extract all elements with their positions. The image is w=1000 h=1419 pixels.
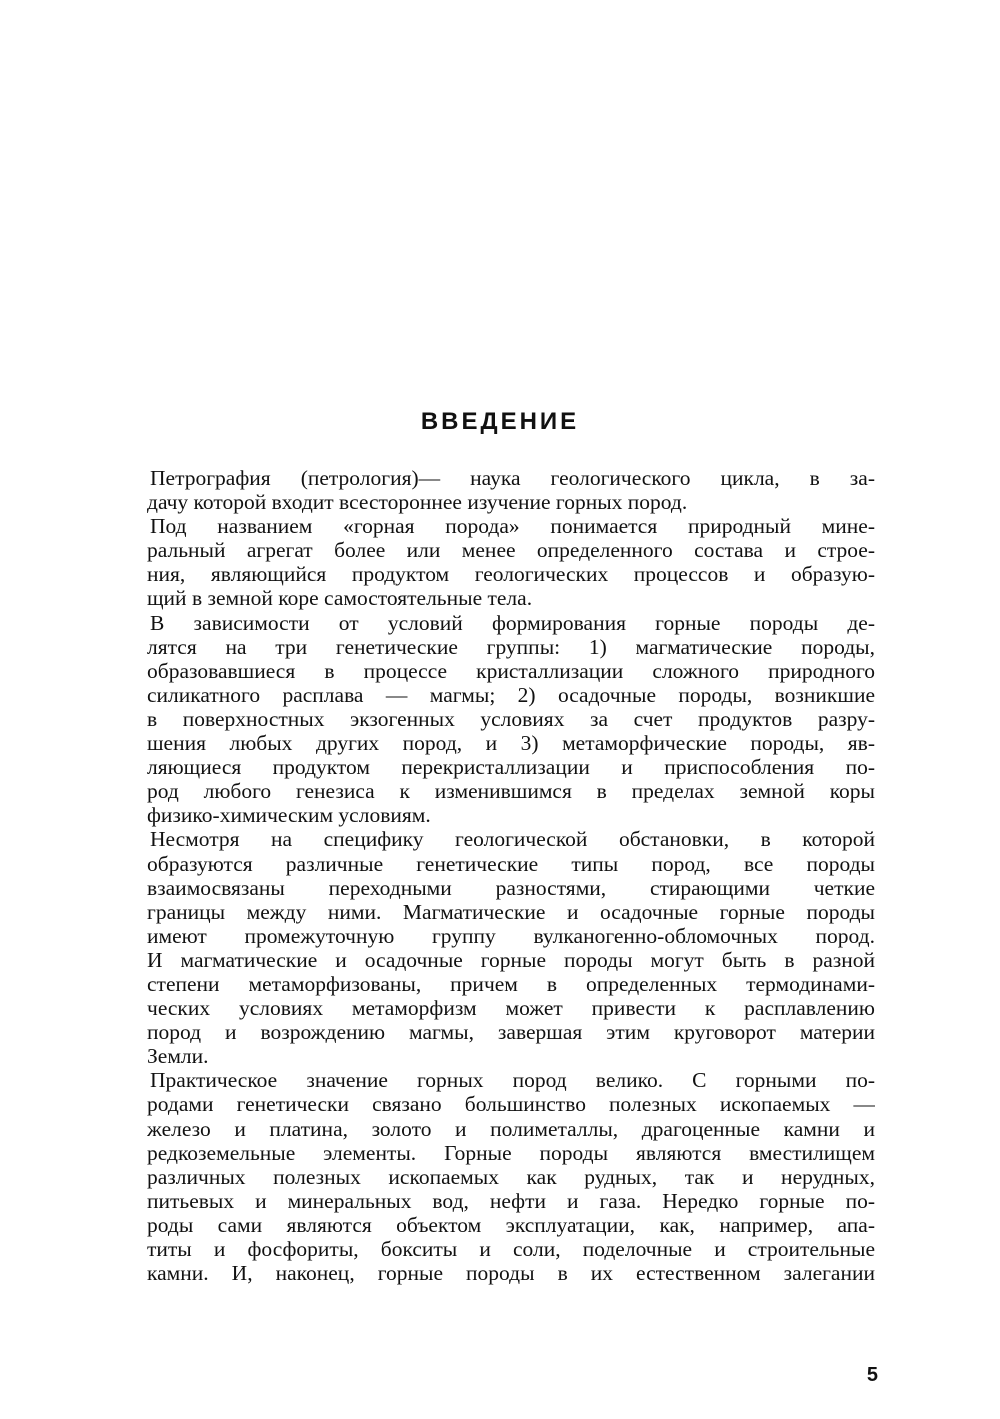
text-line: В зависимости от условий формирования горные породы де- [150,610,875,635]
paragraph-5 [147,1068,875,1285]
text-line: Под названием «горная порода» понимается природный мине- [150,514,875,539]
text-line: различных полезных ископаемых как рудных, так и нерудных, [147,1164,875,1189]
text-line: образуются различные генетические типы пород, все породы [147,851,875,876]
text-line: образовавшиеся в процессе кристаллизации сложного природного [147,658,875,683]
text-line: ния, являющийся продуктом геологических процессов и образую- [147,562,875,587]
text-line: границы между ними. Магматические и осадочные горные породы [147,899,875,924]
body-text [147,466,875,1285]
text-line: ральный агрегат более или менее определенного состава и строе- [147,538,875,563]
page-number: 5 [866,1364,878,1386]
text-line: в поверхностных экзогенных условиях за счет продуктов разру- [147,706,875,731]
text-line: род любого генезиса к изменившимся в пределах земной коры [147,779,875,804]
text-line: ческих условиях метаморфизм может привести к расплавлению [147,996,875,1021]
text-line: щий в земной коре самостоятельные тела. [147,586,533,611]
text-line: титы и фосфориты, бокситы и соли, поделочные и строительные [147,1237,875,1261]
text-line: железо и платина, золото и полиметаллы, драгоценные камни и [147,1116,875,1141]
text-line: Петрография (петрология)— наука геологического цикла, в за- [150,466,875,490]
text-line: питьевых и минеральных вод, нефти и газа. Нередко горные по- [147,1188,875,1213]
text-line: силикатного расплава — магмы; 2) осадочные породы, возникшие [147,682,875,707]
text-line: ляющиеся продуктом перекристаллизации и приспособления по- [147,755,875,780]
paragraph-2 [147,514,875,610]
text-line: редкоземельные элементы. Горные породы являются вместилищем [147,1140,875,1165]
text-line: шения любых других пород, и 3) метаморфические породы, яв- [147,731,875,756]
paragraph-1 [147,466,875,514]
text-line: родами генетически связано большинство полезных ископаемых — [147,1092,875,1117]
text-line: пород и возрождению магмы, завершая этим круговорот материи [147,1020,875,1045]
text-line: взаимосвязаны переходными разностями, стирающими четкие [147,875,875,900]
text-line: физико-химическим условиям. [147,803,431,828]
paragraph-3 [147,611,875,828]
text-line: камни. И, наконец, горные породы в их естественном залегании [147,1261,875,1286]
text-line: Несмотря на специфику геологической обстановки, в которой [150,827,875,852]
chapter-heading: ВВЕДЕНИЕ [420,408,580,435]
text-line: степени метаморфизованы, причем в определенных термодинами- [147,971,875,996]
text-line: И магматические и осадочные горные породы могут быть в разной [147,947,875,972]
text-line: имеют промежуточную группу вулканогенно-обломочных пород. [147,923,875,948]
paragraph-4 [147,827,875,1068]
text-line: дачу которой входит всестороннее изучение горных пород. [147,490,688,515]
text-line: лятся на три генетические группы: 1) магматические породы, [147,634,875,659]
text-line: Практическое значение горных пород велико. С горными по- [150,1068,875,1093]
text-line: роды сами являются объектом эксплуатации, как, например, апа- [147,1212,875,1237]
text-line: Земли. [147,1044,209,1069]
